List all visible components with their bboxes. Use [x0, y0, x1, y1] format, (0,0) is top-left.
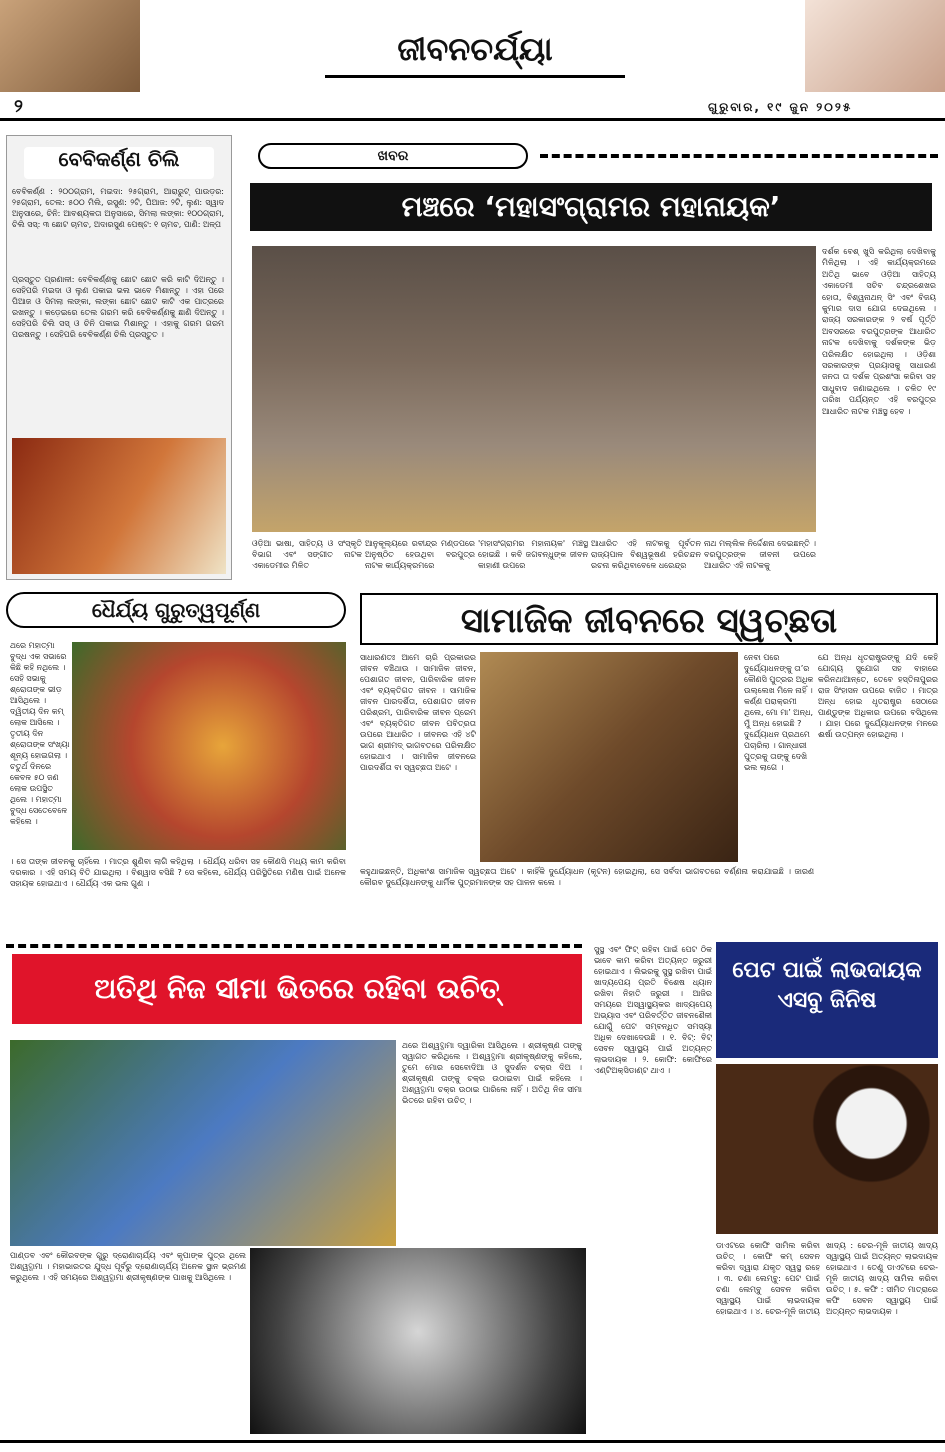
news-section-text: ଖବର [377, 148, 409, 164]
social-right-text: ଯେ ଅନ୍ଧ ଧୃତରାଷ୍ଟ୍ରଙ୍କୁ ଯଦି କେହି ଯୋଗ୍ୟ ସୁଯୋଗ ସହ ବାହାରେ କରିନଥାଆନ୍ତେ, ତେବେ ହସ୍ତିନାପୁରର ରାଜ ସିଂହାସନ ଉପରେ ବାଜିତ । ମାତ୍ର ଅନ୍ଧ ହୋଇ ଧୃତରାଷ୍ଟ୍ର ସେଠାରେ ପାଣ୍ଡୁଙ୍କ ଅଧିକାର ଉପରେ ବସିଥିଲେ । ଯାହା ପରେ ଦୁର୍ଯ୍ୟୋଧନଙ୍କ ମନରେ ଈର୍ଷା ଉତ୍ପନ୍ନ ହୋଇଥିଲା । [818, 653, 938, 739]
news-caption-col-5: ନାଥ ମଲ୍ଲିକ ନିର୍ଦ୍ଦେଶନା ଦେଇଛନ୍ତି । ବରପୁତ୍ରଙ୍କ ଜୀବନୀ ଉପରେ ଆଧାରିତ ଏହି ନାଟକକୁ [704, 539, 816, 570]
guest-title: ଅତିଥି ନିଜ ସୀମା ଭିତରେ ରହିବା ଉଚିତ୍ [12, 954, 582, 1024]
news-headline: ମଞ୍ଚରେ ‘ମହାସଂଗ୍ରାମର ମହାନାୟକ’ [250, 183, 932, 231]
patience-bottom-text: । ସେ ତାଙ୍କ ଜୀବନକୁ ଚାହିଁଲେ । ମାତ୍ର ଶୁଣିବା ଲାଗି କହିଥିଲା । ଧୈର୍ଯ୍ୟ ଧରିବା ସହ କୌଣସି ମଧ୍ୟ କାମ କରିବା ଦରକାର । ଏହି ସମୟ ବିତି ଯାଇଥିଲା । ବିଶ୍ୱାସ ବସିଛି ? ସେ କହିଲେ, ଧୈର୍ଯ୍ୟ ପରିସ୍ଥିତିରେ ମଣିଷ ପାଇଁ ଅନେକ ସହାୟକ ହୋଇଥାଏ । ଧୈର୍ଯ୍ୟ ଏକ ଭଲ ଗୁଣ । [10, 857, 346, 888]
fitness-text: ସୁସ୍ଥ ଏବଂ ଫିଟ୍ ରହିବା ପାଇଁ ପେଟ ଠିକ ଭାବେ କାମ କରିବା ଅତ୍ୟନ୍ତ ଜରୁରୀ ହୋଇଥାଏ । ଲିଭରକୁ ସୁସ୍ଥ ରଖିବା ପାଇଁ ଖାଦ୍ୟପେୟ ପ୍ରତି ବିଶେଷ ଧ୍ୟାନ ରଖିବା ନିହାତି ଜରୁରୀ । ଆଜିର ସମୟରେ ଅସ୍ୱାସ୍ଥ୍ୟକର ଖାଦ୍ୟପେୟ ଅଭ୍ୟାସ ଏବଂ ପରିବର୍ତ୍ତିତ ଜୀବନଶୈଳୀ ଯୋଗୁଁ ପେଟ ସମ୍ବନ୍ଧିତ ସମସ୍ୟା ଅଧିକ ଦେଖାଦେଉଛି । ୧. ବିଟ୍: ବିଟ୍ ସେବନ ସ୍ୱାସ୍ଥ୍ୟ ପାଇଁ ଅତ୍ୟନ୍ତ ଲାଭଦାୟକ । ୨. କୋଫି: କୋଫିରେ ଏଣ୍ଟିଅକ୍ସିଡାଣ୍ଟ ଥାଏ । [594, 945, 712, 1075]
page-number: ୨ [14, 96, 23, 117]
recipe-photo [12, 438, 226, 574]
news-side-text: ଦର୍ଶକ ବେଶ୍ ଖୁସି କରିଥିଲା ଦେଖିବାକୁ ମିଳିଥିଲା । ଏହି କାର୍ଯ୍ୟକ୍ରମରେ ଅତିଥି ଭାବେ ଓଡ଼ିଆ ସାହିତ୍ୟ ଏକାଡେମୀ ସଚିବ ଚନ୍ଦ୍ରଶେଖର ହୋତା, ବିଶ୍ୱନାଥନ୍ ସିଂ ଏବଂ ବିଜୟ କୁମାର ଦାସ ଯୋଗ ଦେଇଥିଲେ । ରାଜ୍ୟ ସରକାରଙ୍କ ୨ ବର୍ଷ ପୂର୍ତ୍ତି ଅବସରରେ ବରପୁତ୍ରଙ୍କ ଆଧାରିତ ନାଟକ ଦେଖିବାକୁ ଦର୍ଶକଙ୍କ ଭିଡ଼ ପରିଲକ୍ଷିତ ହୋଇଥିଲା । ଓଡ଼ିଶା ସରକାରଙ୍କ ପ୍ରୟାସକୁ ସାଧାରଣ ଜନତା ତା ଦର୍ଶକ ପ୍ରଶଂସା କରିବା ସହ ସାଧୁବାଦ ଜଣାଇଥିଲେ । ଚଳିତ ୧୯ ତାରିଖ ପର୍ଯ୍ୟନ୍ତ ଏହି ବରପୁତ୍ର ଆଧାରିତ ନାଟକ ମଞ୍ଚସ୍ଥ ହେବ । [822, 247, 936, 416]
recipe-method: ପ୍ରସ୍ତୁତ ପ୍ରଣାଳୀ: ବେବିକର୍ଣ୍ଣକୁ ଛୋଟ ଛୋଟ କରି କାଟି ଦିଅନ୍ତୁ । ସେହିପରି ମଇଦା ଓ ଲୁଣ ପକାଇ ଭଲ ଭାବେ ମିଶାନ୍ତୁ । ଏହା ପରେ ପିଆଜ ଓ ସିମଲା ଲଙ୍କା, ଲଙ୍କା ଛୋଟ ଛୋଟ କାଟି ଏକ ପାତ୍ରରେ ରଖନ୍ତୁ । କଡ଼େଇରେ ତେଲ ଗରମ କରି ବେବିକର୍ଣ୍ଣକୁ ଛାଣି ଦିଅନ୍ତୁ । ସେହିପରି ଚିଲି ସସ୍ ଓ ଚିନି ପକାଇ ମିଶାନ୍ତୁ । ଏହାକୁ ଗରମ ଗରମ ପରଷନ୍ତୁ । ସେହିପରି ବେବିକର୍ଣ୍ଣ ଚିଲି ପ୍ରସ୍ତୁତ । [12, 275, 224, 339]
buddha-painting [72, 642, 346, 850]
stomach-title: ପେଟ ପାଇଁ ଲାଭଦାୟକ ଏସବୁ ଜିନିଷ [716, 942, 938, 1058]
social-left-text: ସାଧାରଣତଃ ଆମେ ଚାରି ପ୍ରକାରର ଜୀବନ ବଞ୍ଚିଥାଉ । ସାମାଜିକ ଜୀବନ, ପେଶାଗତ ଜୀବନ, ପାରିବାରିକ ଜୀବନ ଏବଂ ବ୍ୟକ୍ତିଗତ ଜୀବନ । ସାମାଜିକ ଜୀବନ ପାରଦର୍ଶିତା, ପେଶାଗତ ଜୀବନ ପରିଶ୍ରମ, ପାରିବାରିକ ଜୀବନ ପ୍ରେମ ଏବଂ ବ୍ୟକ୍ତିଗତ ଜୀବନ ପବିତ୍ରତା ଉପରେ ଆଧାରିତ । ଜୀବନର ଏହି ୪ଟି ଭାଗ ଶ୍ରୀମଦ୍ ଭାଗବତରେ ପରିଲକ୍ଷିତ ହୋଇଥାଏ । ସାମାଜିକ ଜୀବନରେ ପାରଦର୍ଶିତା ବା ସ୍ୱଚ୍ଛତା ଅଟେ । [360, 653, 476, 772]
header-divider [0, 118, 945, 121]
guest-bottom-text: ପାଣ୍ଡବ ଏବଂ କୌରବଙ୍କ ଗୁରୁ ଦ୍ରୋଣାଚାର୍ଯ୍ୟ ଏବଂ କୃପାଙ୍କ ପୁତ୍ର ଥିଲେ ଅଶ୍ୱତ୍ଥାମା । ମହାଭାରତର ଯୁଦ୍ଧ ପୂର୍ବରୁ ଦ୍ରୋଣାଚାର୍ଯ୍ୟ ଅନେକ ସ୍ଥାନ ଭ୍ରମଣ କରୁଥିଲେ । ଏହି ସମୟରେ ଅଶ୍ୱତ୍ଥାମା ଶ୍ରୀକୃଷ୍ଣଙ୍କ ପାଖକୁ ଆସିଥିଲେ । [10, 1251, 246, 1282]
news-caption-col-4: ଆଧାରିତ ଏହି ନାଟକକୁ ପୂର୍ବତନ ରାଜ୍ୟପାଳ ବିଶ୍ୱଭୂଷଣ ହରିଚନ୍ଦନ ରଚନା କରିଥିବାବେଳେ ଧରେନ୍ଦ୍ର [591, 539, 701, 570]
masthead-left-photo [0, 0, 140, 92]
fitness-bottom-right: ଖାଦ୍ୟ : ଚେର-ମୂଳି ଜାତୀୟ ଖାଦ୍ୟ ସ୍ୱାସ୍ଥ୍ୟ ପାଇଁ ଅତ୍ୟନ୍ତ ଲାଭଦାୟକ ହୋଇଥାଏ । ତେଣୁ ଡାଏଟରେ ଚେର-ମୂଳି ଜାତୀୟ ଖାଦ୍ୟ ସାମିଲ କରିବା ଉଚିତ୍ । ୫. କଫି : ସୀମିତ ମାତ୍ରାରେ କଫି ସେବନ ସ୍ୱାସ୍ଥ୍ୟ ପାଇଁ ଅତ୍ୟନ୍ତ ଲାଭଦାୟକ । [826, 1241, 938, 1316]
coffee-photo [716, 1064, 938, 1234]
social-title: ସାମାଜିକ ଜୀବନରେ ସ୍ୱଚ୍ଛତା [360, 593, 938, 645]
patience-left-text: ଥରେ ମହାତ୍ମା ବୁଦ୍ଧ ଏକ ସଭାରେ କିଛି କହି ନଥିଲେ । ସେହି ସଭାକୁ ଶ୍ରୋତାଙ୍କ ଭୀଡ଼ ଆସିଥିଲେ । ଦ୍ୱିତୀୟ ଦିନ କମ୍ ଲୋକ ଆସିଲେ । ତୃତୀୟ ଦିନ ଶ୍ରୋତାଙ୍କ ସଂଖ୍ୟା ଶୂନ୍ୟ ହୋଇଗଲା । ଚତୁର୍ଥ ଦିନରେ କେବଳ ୫୦ ଜଣ ଲୋକ ଉପସ୍ଥିତ ଥିଲେ । ମହାତ୍ମା ବୁଦ୍ଧ ସେତେବେଳେ କହିଲେ । [10, 641, 70, 826]
news-caption-col-3: 'ମହାସଂଗ୍ରାମର ମହାନାୟକ' ମଞ୍ଚସ୍ଥ ହୋଇଛି । କବି ଜଗବନ୍ଧୁଙ୍କ ଜୀବନ କାହାଣୀ ଉପରେ [478, 539, 588, 570]
social-middle-text: ନେବା ପରେ ଦୁର୍ଯ୍ୟୋଧନଙ୍କୁ ତା’ର କୌଣସି ପୁତ୍ରର ଅଧିକ ଉଲ୍ଲେଖ ମିଳେ ନାହିଁ । କର୍ଣ୍ଣ ପରାକ୍ରମୀ ଥିଲେ, ମୋ ମା’ ଅନ୍ଧ, ମୁଁ ଅନ୍ଧ ହୋଇଛି ? ଦୁର୍ଯ୍ୟୋଧନ ପ୍ରଥମେ ପଚାରିଲା । ଗାନ୍ଧାରୀ ପୁତ୍ରକୁ ତାଙ୍କୁ ଦେଖି ଭଲ ଲାଗେ । [744, 653, 814, 772]
guest-dashed-rule [6, 944, 582, 948]
krishna-flute-painting [10, 1040, 396, 1246]
social-bottom-text: କହୁଥାଇଛନ୍ତି, ଅଧିକାଂଶ ସାମାଜିକ ସ୍ୱଚ୍ଛତା ଅଟେ । କାହିଁକି ଦୁର୍ଯ୍ୟୋଧନ (କୂଟନ) ହୋଇଥିଲା, ସେ ସର୍ବଦା ଭାଗବତରେ ବର୍ଣ୍ଣନା କରାଯାଇଛି । ଜାରଣ କୌରବ ଦୁର୍ଯ୍ୟୋଧନଙ୍କୁ ଧାର୍ମିକ ପୁତ୍ରମାନଙ୍କ ସହ ପାଳନ କଲେ । [360, 867, 814, 887]
news-label-rule [540, 154, 938, 158]
guest-top-text: ଥରେ ଅଶ୍ୱତ୍ଥାମା ଦ୍ୱାରିକା ଆସିଥିଲେ । ଶ୍ରୀକୃଷ୍ଣ ତାଙ୍କୁ ସ୍ୱାଗତ କରିଥିଲେ । ଅଶ୍ୱତ୍ଥାମା ଶ୍ରୀକୃଷ୍ଣଙ୍କୁ କହିଲେ, ତୁମେ ମୋର ସେବୋଦିଆ ଓ ସୁଦର୍ଶନ ଚକ୍ର ଦିଅ । ଶ୍ରୀକୃଷ୍ଣ ତାଙ୍କୁ ଚକ୍ର ଉଠାଇବା ପାଇଁ କହିଲେ । ଅଶ୍ୱତ୍ଥାମା ଚକ୍ର ଉଠାଇ ପାରିଲେ ନାହିଁ । ଅତିଥି ନିଜ ସୀମା ଭିତରେ ରହିବା ଉଚିତ୍ । [402, 1041, 582, 1105]
patience-title: ଧୈର୍ଯ୍ୟ ଗୁରୁତ୍ୱପୂର୍ଣ୍ଣ [91, 598, 261, 622]
recipe-ingredients: ବେବିକର୍ଣ୍ଣ : ୨୦୦ଗ୍ରାମ, ମଇଦା: ୨୫ଗ୍ରାମ, ଆରାରୁଟ୍ ପାଉଡ଼ର: ୨୫ଗ୍ରାମ, ତେଲ: ୫୦୦ ମିଲି, ରସୁଣ: ୨ଟି, ପିଆଜ: ୨ଟି, ଲୁଣ: ସ୍ୱାଦ ଅନୁସାରେ, ଚିନି: ଆବଶ୍ୟକତା ଅନୁସାରେ, ସିମଲା ଲଙ୍କା: ୧୦୦ଗ୍ରାମ, ଚିଲି ସସ୍: ୩ ଛୋଟ ଚାମଚ, ଅଦାରସୁଣ ପେଷ୍ଟ: ୧ ଚାମଚ, ପାଣି: ଅଳ୍ପ [12, 187, 224, 229]
news-section-label [258, 143, 528, 169]
mahabharata-painting [480, 652, 738, 862]
news-caption-col-2: ଆନୁକୂଲ୍ୟରେ ରବୀନ୍ଦ୍ର ମଣ୍ଡପରେ ଅନୁଷ୍ଠିତ ହେଉଥିବା ବରପୁତ୍ର ନାଟକ କାର୍ଯ୍ୟକ୍ରମରେ [365, 539, 475, 570]
masthead-right-photo [805, 0, 945, 92]
footer-rule [0, 1440, 945, 1443]
krishna-sculpture-photo [250, 1248, 586, 1434]
recipe-title: ବେବିକର୍ଣ୍ଣ ଚିଲି [24, 147, 214, 179]
issue-date: ଗୁରୁବାର, ୧୯ ଜୁନ ୨୦୨୫ [708, 100, 853, 114]
news-caption-col-1: ଓଡ଼ିଆ ଭାଷା, ସାହିତ୍ୟ ଓ ସଂସ୍କୃତି ବିଭାଗ ଏବଂ ସଙ୍ଗୀତ ନାଟକ ଏକାଡେମୀର ମିଳିତ [252, 539, 362, 570]
page-title: ଜୀବନଚର୍ଯ୍ୟା [325, 30, 625, 78]
news-stage-photo [252, 246, 816, 532]
fitness-bottom-left: ଡାଏଟରେ କୋଫି ସାମିଲ କରିବା ଉଚିତ୍ । କୋଫି କମ୍ ସେବନ କରିବା ଦ୍ୱାରା ଯକୃତ ସ୍ୱସ୍ଥ ରହେ । ୩. ଚଣା ଲେମ୍ବୁ: ପେଟ ପାଇଁ ଚଣା ଲେମ୍ବୁ ସେବନ କରିବା ସ୍ୱାସ୍ଥ୍ୟ ପାଇଁ ଲାଭଦାୟକ ହୋଇଥାଏ । ୪. ଚେର-ମୂଳି ଜାତୀୟ [716, 1241, 820, 1316]
